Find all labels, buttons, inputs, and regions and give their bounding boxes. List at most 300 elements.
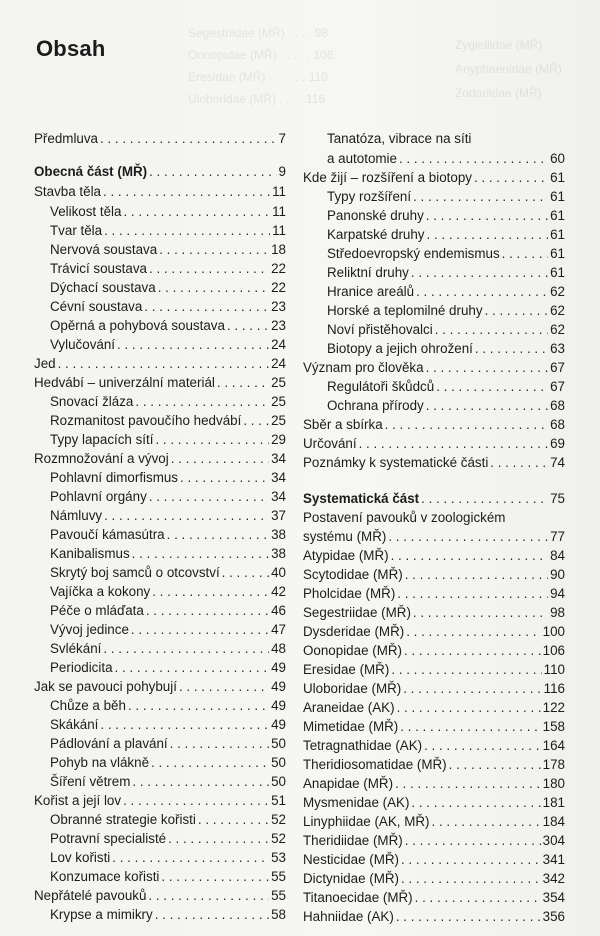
toc-entry-title: Pavoučí kámasútra [50, 527, 165, 542]
toc-entry-title: Pohyb na vlákně [50, 755, 150, 770]
toc-entry-title: Postavení pavouků v zoologickém [303, 510, 506, 525]
dot-leader [399, 150, 548, 168]
toc-page-number: 7 [278, 131, 286, 146]
toc-entry-title: Titanoecidae (MŘ) [303, 890, 413, 905]
toc-entry-title: Periodicita [50, 660, 113, 675]
toc-entry [303, 547, 565, 565]
dot-leader [404, 642, 541, 660]
toc-entry-title: Velikost těla [50, 204, 122, 219]
toc-entry [34, 887, 286, 905]
dot-leader [485, 302, 549, 320]
book-page: Segestriidae (MŘ) . . . . 98 Zygiellidae (MŘ) Oonopidae (MŘ) . . . . . 106 Anyphaenidae (MŘ) Eresidae (MŘ) . . . . . . 110 Zodariidae (MŘ) Uloboridae (MŘ) . . . . 116 Obsah Předmluva . . . 7 Obecná část (MŘ) . . . 9 Stavba těla . . . 11 Velikost těla . . . 11 Tvar těla . . . 11 Nervová soustava . . . 18 Trávicí soustava . . . 22 Dýchací soustava . . . 22 Cévní soustava . . . 23 Opěrná a pohybová soustava . . . 23 Vylučování . . . 24 Jed . . . 24 Hedvábí – univerzální materiál . . . 25 Snovací žláza . . . 25 Rozmanitost pavoučího hedvábí . . . 25 Typy lapacích sítí . . . 29 Rozmnožování a vývoj . . . 34 Pohlavní dimorfismus . . . 34 Pohlavní orgány . . . 34 Námluvy . . . 37 Pavoučí kámasútra . . . 38 Kanibalismus . . . 38 Skrytý boj samců o otcovství . . . 40 Vajíčka a kokony . . . 42 Péče o mláďata . . . 46 Vývoj jedince . . . 47 Svlékání . . . 48 Periodicita . . . 49 Jak se pavouci pohybují . . . 49 Chůze a běh . . . 49 Skákání . . . 49 Pádlování a plavání . . . 50 Pohyb na vlákně . . . 50 Šíření větrem . . . 50 Kořist a její lov . . . 51 Obranné strategie kořisti . . . 52 Potravní specialisté . . . 52 Lov kořisti . . . 53 Konzumace kořisti . . . 55 Nepřátelé pavouků . . . 55 Krypse a mimikry . . . 58 Tanatóza, vibrace na síti a autotomie . . . 60 Kde žijí – rozšíření a biotopy . . . 61 Typy rozšíření . . . 61 Panonské druhy . . . 61 Karpatské druhy . . . 61 Středoevropský endemismus . . . 61 Reliktní druhy . . . 61 Hranice areálů . . . 62 Horské a teplomilné druhy . . . 62 Noví přistěhovalci . . . 62 Biotopy a jejich ohrožení . . . 63 Význam pro člověka . . . 67 Regulátoři škůdců . . . 67 Ochrana přírody . . . 68 Sběr a sbírka . . . 68 Určování . . . 69 Poznámky k systematické části . . . 74 Systematická část . . . 75 Postavení pavouků v zoologickém systému (MŘ) . . . 77 Atypidae (MŘ) . . . 84 Scytodidae (MŘ) . . . 90 Pholcidae (MŘ) . . . 94 Segestriidae (MŘ) . . . 98 Dysderidae (MŘ) . . . 100 Oonopidae (MŘ) . . . 106 Eresidae (MŘ) . . . 110 Uloboridae (MŘ) . . . 116 Araneidae (AK) . . . 122 Mimetidae (MŘ) . . . 158 Tetragnathidae (AK) . . . 164 Theridiosomatidae (MŘ) . . . 178 Anapidae (MŘ) . . . 180 Mysmenidae (AK) . . . 181 Linyphiidae (AK, MŘ) . . . 184 Theridiidae (MŘ) . . . 304 Nesticidae (MŘ) . . . 341 Dictynidae (MŘ) . . . 342 Titanoecidae (MŘ) . . . 354 Hahniidae (AK) . . . 356 [0, 0, 600, 936]
toc-entry-title: Linyphiidae (AK, MŘ) [303, 814, 430, 829]
toc-page-number: 52 [271, 831, 286, 846]
toc-page-number: 341 [542, 852, 565, 867]
toc-entry [303, 490, 565, 508]
toc-entry [303, 207, 565, 225]
toc-page-number: 68 [550, 417, 565, 432]
toc-entry [34, 792, 286, 810]
toc-page-number: 164 [542, 738, 565, 753]
toc-page-number: 122 [542, 700, 565, 715]
toc-entry [303, 283, 565, 301]
dot-leader [243, 412, 269, 430]
toc-page-number: 116 [543, 681, 565, 696]
dot-leader [400, 718, 540, 736]
toc-entry [303, 585, 565, 603]
dot-leader [475, 340, 548, 358]
dot-leader [179, 678, 269, 696]
toc-page-number: 110 [543, 662, 565, 677]
toc-entry-title: Šíření větrem [50, 774, 131, 789]
dot-leader [159, 241, 269, 259]
toc-page-number: 51 [271, 793, 286, 808]
toc-entry [303, 642, 565, 660]
toc-entry-title: Atypidae (MŘ) [303, 548, 389, 563]
toc-entry [303, 245, 565, 263]
toc-page-number: 67 [550, 360, 565, 375]
toc-entry-title: Jak se pavouci pohybují [34, 679, 177, 694]
toc-page-number: 34 [271, 470, 286, 485]
toc-page-number: 34 [271, 489, 286, 504]
toc-entry [34, 773, 286, 791]
toc-entry-title: Potravní specialisté [50, 831, 167, 846]
dot-leader [421, 490, 548, 508]
toc-page-number: 37 [271, 508, 286, 523]
toc-entry [34, 222, 286, 240]
toc-page-number: 90 [550, 567, 565, 582]
dot-leader [449, 756, 541, 774]
toc-page-number: 47 [271, 622, 286, 637]
toc-page-number: 23 [271, 299, 286, 314]
dot-leader [112, 849, 269, 867]
toc-entry-title: Theridiosomatidae (MŘ) [303, 757, 447, 772]
toc-entry-title: Anapidae (MŘ) [303, 776, 394, 791]
toc-entry [34, 507, 286, 525]
toc-entry [303, 699, 565, 717]
dot-leader [405, 832, 541, 850]
toc-page-number: 11 [272, 223, 286, 238]
toc-page-number: 60 [550, 151, 565, 166]
toc-entry [34, 431, 286, 449]
toc-entry-title: Regulátoři škůdců [327, 379, 435, 394]
toc-page-number: 180 [542, 776, 565, 791]
toc-entry-title: Dictynidae (MŘ) [303, 871, 399, 886]
toc-entry [303, 737, 565, 755]
toc-entry-title: Skrytý boj samců o otcovství [50, 565, 220, 580]
toc-page-number: 61 [550, 189, 565, 204]
toc-page-number: 42 [271, 584, 286, 599]
toc-entry-title: Krypse a mimikry [50, 907, 153, 922]
dot-leader [432, 813, 541, 831]
toc-entry-title: Nepřátelé pavouků [34, 888, 147, 903]
toc-entry-title: Oonopidae (MŘ) [303, 643, 402, 658]
dot-leader [100, 130, 277, 148]
toc-page-number: 61 [550, 208, 565, 223]
toc-entry [34, 564, 286, 582]
toc-page-number: 50 [271, 774, 286, 789]
toc-entry-title: Poznámky k systematické části [303, 455, 489, 470]
toc-entry [303, 889, 565, 907]
toc-entry [303, 359, 565, 377]
toc-entry [34, 183, 286, 201]
toc-entry [34, 811, 286, 829]
toc-entry [303, 397, 565, 415]
toc-entry [34, 659, 286, 677]
toc-entry-title: Kořist a její lov [34, 793, 122, 808]
toc-entry [34, 697, 286, 715]
toc-page-number: 25 [271, 394, 286, 409]
toc-entry-title: Araneidae (AK) [303, 700, 395, 715]
dot-leader [413, 188, 548, 206]
toc-entry-title: Vajíčka a kokony [50, 584, 151, 599]
toc-entry [303, 661, 565, 679]
toc-entry [303, 604, 565, 622]
toc-page-number: 46 [271, 603, 286, 618]
toc-page-number: 61 [550, 265, 565, 280]
toc-entry [34, 602, 286, 620]
toc-entry [34, 279, 286, 297]
toc-entry [34, 754, 286, 772]
dot-leader [168, 830, 269, 848]
toc-entry-title: Vývoj jedince [50, 622, 129, 637]
dot-leader [359, 435, 549, 453]
dot-leader [406, 623, 540, 641]
toc-entry-title: Stavba těla [34, 184, 101, 199]
dot-leader [131, 621, 269, 639]
toc-page-number: 49 [271, 717, 286, 732]
toc-entry-title: Dýchací soustava [50, 280, 156, 295]
dot-leader [385, 416, 548, 434]
toc-page-number: 22 [271, 280, 286, 295]
toc-entry [34, 355, 286, 373]
dot-leader [100, 716, 269, 734]
dot-leader [415, 889, 541, 907]
dot-leader [401, 870, 541, 888]
toc-page-number: 50 [271, 755, 286, 770]
toc-page-number: 40 [271, 565, 286, 580]
toc-entry [34, 336, 286, 354]
toc-entry [34, 830, 286, 848]
dot-leader [167, 526, 269, 544]
toc-entry [34, 640, 286, 658]
page-title: Obsah [36, 36, 106, 61]
toc-entry-title: systému (MŘ) [303, 529, 387, 544]
dot-leader [115, 659, 270, 677]
toc-page-number: 61 [550, 227, 565, 242]
dot-leader [502, 245, 548, 263]
toc-entry [34, 906, 286, 924]
toc-entry-title: Péče o mláďata [50, 603, 144, 618]
dot-leader [104, 507, 269, 525]
toc-page-number: 23 [271, 318, 286, 333]
toc-entry [34, 488, 286, 506]
toc-entry [34, 317, 286, 335]
toc-entry-title: Systematická část [303, 491, 420, 506]
toc-page-number: 49 [271, 660, 286, 675]
toc-entry-title: Tanatóza, vibrace na síti [327, 131, 472, 146]
dot-leader [411, 264, 548, 282]
toc-entry-title: Hahniidae (AK) [303, 909, 394, 924]
dot-leader [395, 775, 541, 793]
toc-entry [303, 870, 565, 888]
dot-leader [155, 431, 269, 449]
toc-entry-title: Skákání [50, 717, 99, 732]
toc-entry-title: Určování [303, 436, 357, 451]
toc-entry-title: Chůze a běh [50, 698, 126, 713]
toc-entry-title: Pholcidae (MŘ) [303, 586, 396, 601]
toc-entry [303, 416, 565, 434]
toc-page-number: 34 [271, 451, 286, 466]
toc-page-number: 356 [542, 909, 565, 924]
dot-leader [198, 811, 269, 829]
toc-page-number: 50 [271, 736, 286, 751]
dot-leader [222, 564, 269, 582]
toc-page-number: 24 [271, 337, 286, 352]
toc-entry-title: Mysmenidae (AK) [303, 795, 410, 810]
toc-entry [303, 435, 565, 453]
toc-entry-title: Tetragnathidae (AK) [303, 738, 423, 753]
toc-entry [303, 226, 565, 244]
toc-entry-title: Karpatské druhy [327, 227, 425, 242]
toc-page-number: 61 [550, 170, 565, 185]
toc-page-number: 63 [550, 341, 565, 356]
toc-entry-title: a autotomie [327, 151, 397, 166]
dot-leader [490, 454, 548, 472]
dot-leader [180, 469, 269, 487]
toc-entry-title: Snovací žláza [50, 394, 134, 409]
toc-entry-title: Nervová soustava [50, 242, 158, 257]
toc-entry [34, 203, 286, 221]
dot-leader [144, 298, 269, 316]
toc-entry-title: Hranice areálů [327, 284, 415, 299]
toc-page-number: 67 [550, 379, 565, 394]
toc-page-number: 38 [271, 546, 286, 561]
toc-page-number: 75 [550, 491, 565, 506]
toc-entry-title: Noví přistěhovalci [327, 322, 433, 337]
toc-entry-title: Nesticidae (MŘ) [303, 852, 399, 867]
toc-entry-title: Rozmnožování a vývoj [34, 451, 169, 466]
toc-page-number: 98 [550, 605, 565, 620]
toc-entry-title: Hedvábí – univerzální materiál [34, 375, 215, 390]
toc-page-number: 55 [271, 869, 286, 884]
toc-entry-title: Pohlavní dimorfismus [50, 470, 179, 485]
toc-entry [303, 378, 565, 396]
toc-page-number: 61 [550, 246, 565, 261]
toc-entry-title: Cévní soustava [50, 299, 143, 314]
toc-entry-title: Konzumace kořisti [50, 869, 160, 884]
dot-leader [171, 450, 269, 468]
toc-page-number: 11 [272, 184, 286, 199]
dot-leader [403, 680, 541, 698]
toc-entry [34, 298, 286, 316]
toc-entry-title: Obranné strategie kořisti [50, 812, 196, 827]
dot-leader [146, 602, 269, 620]
toc-entry [303, 130, 565, 148]
dot-leader [149, 163, 276, 181]
toc-entry [303, 169, 565, 187]
toc-entry [303, 908, 565, 926]
toc-entry-title: Mimetidae (MŘ) [303, 719, 399, 734]
dot-leader [227, 317, 269, 335]
toc-entry-title: Eresidae (MŘ) [303, 662, 390, 677]
toc-entry-title: Reliktní druhy [327, 265, 409, 280]
toc-page-number: 22 [271, 261, 286, 276]
toc-entry-title: Trávicí soustava [50, 261, 147, 276]
dot-leader [397, 585, 548, 603]
toc-entry [34, 393, 286, 411]
toc-page-number: 29 [271, 432, 286, 447]
toc-entry-title: Lov kořisti [50, 850, 111, 865]
toc-entry [303, 509, 565, 527]
toc-entry-title: Segestriidae (MŘ) [303, 605, 411, 620]
dot-leader [132, 773, 269, 791]
toc-page-number: 68 [550, 398, 565, 413]
toc-entry-title: Pádlování a plavání [50, 736, 168, 751]
toc-entry [34, 469, 286, 487]
toc-entry-title: Kanibalismus [50, 546, 130, 561]
dot-leader [426, 207, 548, 225]
toc-page-number: 49 [271, 698, 286, 713]
toc-entry [303, 718, 565, 736]
toc-entry-title: Ochrana přírody [327, 398, 424, 413]
dot-leader [388, 528, 548, 546]
dot-leader [135, 393, 269, 411]
toc-page-number: 18 [271, 242, 286, 257]
dot-leader [152, 583, 269, 601]
dot-leader [413, 604, 548, 622]
toc-page-number: 9 [278, 164, 286, 179]
toc-entry-title: Typy rozšíření [327, 189, 412, 204]
toc-page-number: 11 [272, 204, 286, 219]
dot-leader [149, 488, 269, 506]
toc-entry-title: Tvar těla [50, 223, 103, 238]
toc-page-number: 48 [271, 641, 286, 656]
toc-entry [34, 526, 286, 544]
toc-page-number: 184 [542, 814, 565, 829]
toc-page-number: 84 [550, 548, 565, 563]
toc-entry-title: Scytodidae (MŘ) [303, 567, 403, 582]
toc-entry [34, 735, 286, 753]
toc-entry-title: Horské a teplomilné druhy [327, 303, 483, 318]
dot-leader [426, 397, 548, 415]
dot-leader [149, 260, 269, 278]
toc-entry [34, 412, 286, 430]
dot-leader [117, 336, 269, 354]
toc-page-number: 158 [542, 719, 565, 734]
toc-entry [303, 454, 565, 472]
dot-leader [401, 851, 541, 869]
toc-entry [34, 678, 286, 696]
dot-leader [158, 279, 269, 297]
toc-entry-title: Typy lapacích sítí [50, 432, 154, 447]
toc-entry [34, 545, 286, 563]
dot-leader [151, 754, 269, 772]
toc-entry [303, 264, 565, 282]
toc-entry [303, 528, 565, 546]
toc-entry-title: Námluvy [50, 508, 103, 523]
dot-leader [474, 169, 548, 187]
toc-entry-title: Kde žijí – rozšíření a biotopy [303, 170, 472, 185]
dot-leader [104, 222, 270, 240]
toc-entry-title: Dysderidae (MŘ) [303, 624, 405, 639]
dot-leader [148, 887, 269, 905]
toc-entry [34, 374, 286, 392]
toc-entry [303, 302, 565, 320]
toc-entry [303, 150, 565, 168]
toc-page-number: 52 [271, 812, 286, 827]
toc-page-number: 342 [542, 871, 565, 886]
toc-page-number: 304 [542, 833, 565, 848]
toc-entry-title: Význam pro člověka [303, 360, 424, 375]
toc-entry [34, 716, 286, 734]
toc-entry-title: Panonské druhy [327, 208, 424, 223]
dot-leader [397, 699, 541, 717]
dot-leader [58, 355, 270, 373]
toc-entry [303, 813, 565, 831]
toc-page-number: 354 [542, 890, 565, 905]
toc-entry [303, 775, 565, 793]
dot-leader [424, 737, 541, 755]
dot-leader [411, 794, 540, 812]
dot-leader [103, 183, 270, 201]
toc-page-number: 25 [271, 413, 286, 428]
toc-page-number: 106 [542, 643, 565, 658]
toc-page-number: 58 [271, 907, 286, 922]
toc-entry-title: Vylučování [50, 337, 116, 352]
toc-entry [34, 163, 286, 181]
toc-page-number: 38 [271, 527, 286, 542]
toc-entry [303, 832, 565, 850]
toc-page-number: 69 [550, 436, 565, 451]
toc-entry [34, 868, 286, 886]
toc-entry [303, 321, 565, 339]
toc-entry [34, 260, 286, 278]
toc-entry [34, 621, 286, 639]
toc-page-number: 94 [550, 586, 565, 601]
toc-entry [303, 566, 565, 584]
toc-entry [34, 241, 286, 259]
dot-leader [155, 906, 269, 924]
toc-entry-title: Theridiidae (MŘ) [303, 833, 403, 848]
toc-entry [303, 623, 565, 641]
toc-entry-title: Uloboridae (MŘ) [303, 681, 402, 696]
toc-page-number: 74 [550, 455, 565, 470]
toc-entry [303, 188, 565, 206]
dot-leader [161, 868, 269, 886]
toc-page-number: 100 [542, 624, 565, 639]
toc-page-number: 25 [271, 375, 286, 390]
toc-entry [303, 794, 565, 812]
dot-leader [170, 735, 269, 753]
toc-page-number: 178 [542, 757, 565, 772]
dot-leader [217, 374, 269, 392]
toc-entry-title: Biotopy a jejich ohrožení [327, 341, 473, 356]
toc-entry [34, 130, 286, 148]
dot-leader [103, 640, 269, 658]
toc-page-number: 62 [550, 284, 565, 299]
toc-entry-title: Předmluva [34, 131, 99, 146]
dot-leader [435, 321, 548, 339]
toc-entry-title: Opěrná a pohybová soustava [50, 318, 225, 333]
toc-entry [303, 680, 565, 698]
dot-leader [416, 283, 548, 301]
toc-page-number: 62 [550, 303, 565, 318]
dot-leader [123, 792, 269, 810]
dot-leader [391, 547, 549, 565]
toc-entry-title: Jed [34, 356, 56, 371]
dot-leader [436, 378, 548, 396]
dot-leader [427, 226, 549, 244]
